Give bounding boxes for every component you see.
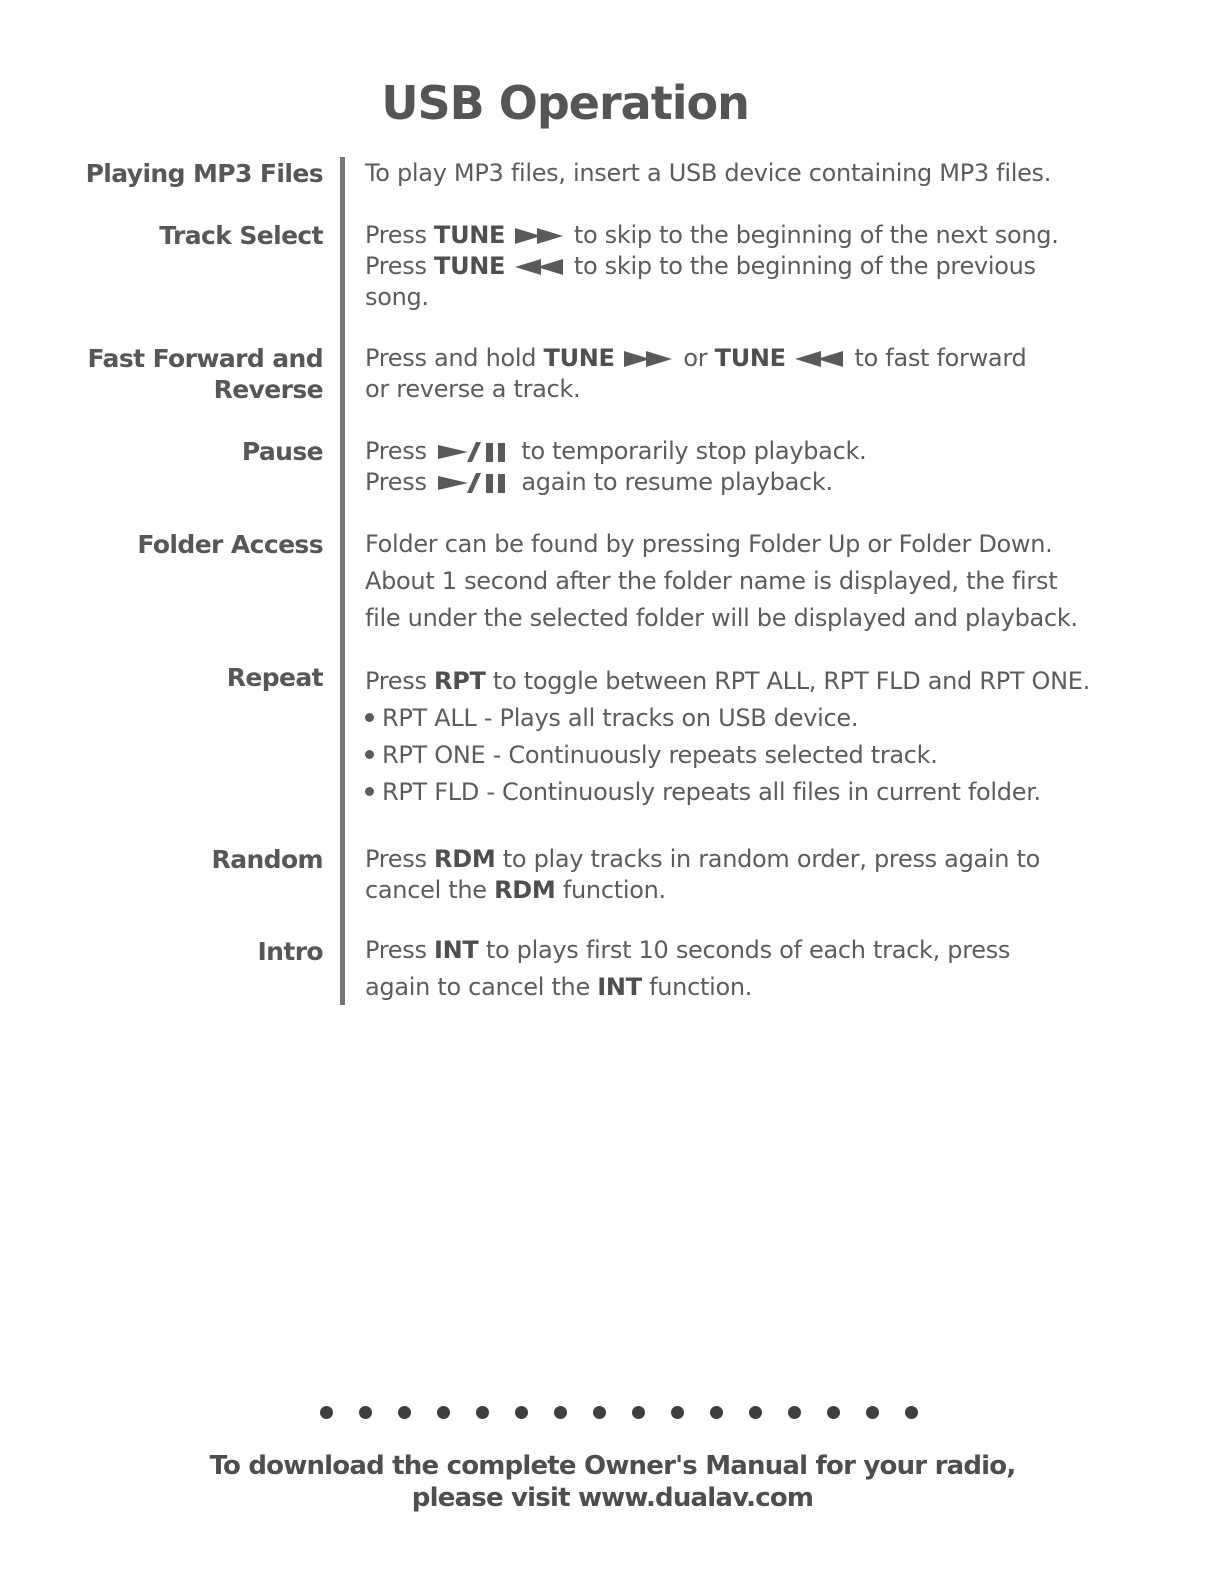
separator-dot [437,1406,450,1419]
footer-line: To download the complete Owner's Manual for your radio, [209,1451,1016,1481]
desc-line: or reverse a track. [365,375,581,403]
column-divider [340,157,345,1005]
footer-note [0,1450,1225,1514]
desc-line: song. [365,283,429,311]
desc-intro [365,932,1155,1006]
separator-dot [788,1406,801,1419]
separator-dot [398,1406,411,1419]
bullet-icon [365,713,374,722]
cancel-text: again to cancel the [365,973,590,1001]
separator-dot [749,1406,762,1419]
term-random: Random [211,845,323,874]
term-repeat: Repeat [226,663,323,692]
separator-dot [827,1406,840,1419]
toggle-text: to toggle between RPT ALL, RPT FLD and RPT ONE. [492,667,1090,695]
desc-fast-forward-reverse [365,343,1155,405]
separator-dot [359,1406,372,1419]
rdm-label: RDM [434,845,496,873]
play-pause-icon [436,440,512,464]
int-label: INT [597,973,642,1001]
desc-line: Folder can be found by pressing Folder Up or Folder Down. [365,530,1053,558]
separator-dot [320,1406,333,1419]
desc-repeat [365,663,1155,811]
previous-song-text: to skip to the beginning of the previous [573,252,1036,280]
int-label: INT [434,936,479,964]
footer-line-url: please visit www.dualav.com [411,1483,814,1513]
desc-track-select [365,220,1155,313]
desc-playing-mp3-files [365,158,1155,189]
press-text: Press [365,468,427,496]
tune-label: TUNE [714,344,786,372]
desc-pause [365,436,1155,498]
fast-forward-icon [624,350,674,368]
desc-line: file under the selected folder will be displayed and playback. [365,604,1078,632]
press-hold-text: Press and hold [365,344,537,372]
press-text: Press [365,845,427,873]
separator-dot [632,1406,645,1419]
term-pause: Pause [241,437,323,466]
term-line: Fast Forward and [87,344,323,373]
next-song-text: to skip to the beginning of the next song. [573,221,1059,249]
bullet-icon [365,787,374,796]
term-intro: Intro [257,937,323,966]
intro-text: to plays first 10 seconds of each track, press [485,936,1011,964]
rdm-label: RDM [494,876,556,904]
term-track-select: Track Select [159,221,323,250]
tune-label: TUNE [434,252,506,280]
separator-dot [554,1406,567,1419]
function-text: function. [562,876,666,904]
list-item: RPT FLD - Continuously repeats all files in current folder. [365,774,1155,811]
desc-random [365,844,1155,906]
desc-line: About 1 second after the folder name is displayed, the first [365,567,1058,595]
function-text: function. [649,973,753,1001]
stop-playback-text: to temporarily stop playback. [521,437,867,465]
press-text: Press [365,437,427,465]
separator-dot [515,1406,528,1419]
dotted-separator [320,1406,920,1422]
fast-forward-text: to fast forward [854,344,1027,372]
separator-dot [593,1406,606,1419]
fast-forward-icon [515,227,565,245]
press-text: Press [365,221,427,249]
resume-playback-text: again to resume playback. [521,468,833,496]
rpt-label: RPT [434,667,486,695]
term-playing-mp3-files: Playing MP3 Files [85,159,323,188]
cancel-text: cancel the [365,876,487,904]
tune-label: TUNE [434,221,506,249]
or-text: or [683,344,708,372]
play-pause-icon [436,471,512,495]
desc-folder-access [365,526,1155,637]
tune-label: TUNE [543,344,615,372]
separator-dot [710,1406,723,1419]
term-folder-access: Folder Access [137,530,323,559]
term-line: Reverse [213,375,323,404]
random-text: to play tracks in random order, press again to [502,845,1041,873]
bullet-icon [365,750,374,759]
desc-line: To play MP3 files, insert a USB device containing MP3 files. [365,159,1052,187]
press-text: Press [365,936,427,964]
rewind-icon [795,350,845,368]
separator-dot [476,1406,489,1419]
list-item: RPT ALL - Plays all tracks on USB device. [365,700,1155,737]
separator-dot [671,1406,684,1419]
press-text: Press [365,667,427,695]
rewind-icon [515,258,565,276]
list-item: RPT ONE - Continuously repeats selected track. [365,737,1155,774]
page-title: USB Operation [381,76,749,130]
term-fast-forward-reverse [88,343,323,405]
separator-dot [905,1406,918,1419]
press-text: Press [365,252,427,280]
separator-dot [866,1406,879,1419]
